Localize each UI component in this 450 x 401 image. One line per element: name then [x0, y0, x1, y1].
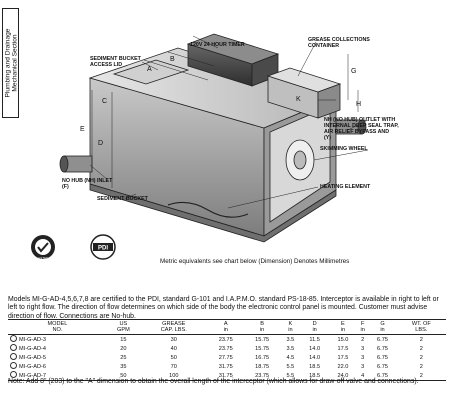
table-cell: 5.5: [280, 371, 300, 381]
model-number: MI-G-AD-7: [19, 373, 47, 379]
dim-b: B: [170, 56, 175, 63]
table-row[interactable]: [8, 335, 446, 345]
table-cell: 18.5: [300, 371, 328, 381]
callout-skimming-wheel: SKIMMING WHEEL: [320, 146, 368, 152]
th-model: MODEL NO.: [8, 320, 107, 335]
table-cell: 15.0: [337, 336, 349, 343]
th-weight: WT. OF LBS.: [397, 320, 446, 335]
listed-seal-icon: [30, 234, 56, 260]
model-cell: [8, 353, 107, 362]
table-cell: 23.75: [218, 336, 233, 343]
table-cell: 3.5: [286, 336, 295, 343]
table-row[interactable]: [8, 353, 446, 362]
section-tab-line1: Plumbing and Drainage: [4, 28, 11, 98]
model-number: MI-G-AD-5: [19, 355, 47, 361]
dim-d: D: [98, 140, 104, 147]
table-cell: 2: [419, 336, 423, 343]
table-cell: 15: [120, 336, 127, 343]
table-cell: 31.75: [208, 371, 244, 381]
callout-heating-element: HEATING ELEMENT: [320, 184, 371, 190]
callout-inlet: NO HUB (NH) INLET (F): [62, 178, 113, 190]
th-grease: GREASE CAP. LBS.: [140, 320, 208, 335]
table-cell: 25: [120, 354, 127, 361]
table-cell: 50: [107, 371, 140, 381]
table-cell: 18.5: [309, 363, 321, 370]
table-cell: 22.0: [337, 363, 349, 370]
model-select-radio[interactable]: [10, 353, 17, 360]
table-cell: 11.5: [309, 336, 320, 343]
model-select-radio[interactable]: [10, 335, 17, 342]
model-cell: [8, 335, 107, 345]
table-cell: 2: [419, 345, 423, 352]
table-cell: 50: [170, 354, 177, 361]
model-number: MI-G-AD-4: [19, 346, 47, 352]
section-tab: [2, 8, 19, 118]
table-cell: 2: [419, 363, 423, 370]
section-tab-line2: Mechanical Section: [11, 34, 18, 92]
table-cell: 17.5: [337, 345, 349, 352]
model-number: MI-G-AD-6: [19, 364, 47, 370]
table-cell: 6.75: [377, 354, 388, 361]
table-cell: 70: [170, 363, 177, 370]
table-row[interactable]: [8, 362, 446, 371]
model-select-radio[interactable]: [10, 371, 17, 378]
table-cell: 2: [419, 354, 423, 361]
svg-text:LISTED: LISTED: [37, 256, 49, 260]
dim-k: K: [296, 96, 301, 103]
spec-table-body: [8, 335, 446, 381]
dim-a: A: [147, 66, 152, 73]
dim-e: E: [80, 126, 85, 133]
table-cell: 30: [170, 336, 177, 343]
table-cell: 27.75: [218, 354, 233, 361]
table-cell: 23.75: [244, 371, 280, 381]
model-cell: [8, 362, 107, 371]
table-cell: 6.75: [377, 345, 388, 352]
footnote: Note: Add 8" (203) to the "A" dimension to obtain the overall length of the interceptor (which allows for draw-off valve and connections).: [8, 378, 419, 385]
th-f: F in: [357, 320, 368, 335]
table-cell: 24.0: [329, 371, 357, 381]
model-select-radio[interactable]: [10, 362, 17, 369]
metric-note: Metric equivalents see chart below (Dimension) Denotes Millimetres: [160, 258, 350, 265]
th-k: K in: [280, 320, 300, 335]
svg-text:PDI: PDI: [97, 245, 109, 252]
table-header-row: [8, 320, 446, 335]
dim-g: G: [351, 68, 357, 75]
table-cell: 31.75: [218, 363, 233, 370]
table-cell: 100: [140, 371, 208, 381]
table-cell: 2: [397, 371, 446, 381]
table-cell: 14.0: [309, 345, 321, 352]
table-cell: 40: [170, 345, 177, 352]
callout-sediment-lid: SEDIMENT BUCKET ACCESS LID: [90, 56, 141, 68]
certification-paragraph: Models MI-G-AD-4,5,6,7,8 are certified to the PDI, standard G-101 and I.A.P.M.O. standard PS-18-85. Interceptor is available in right to left or left to right flow. The direction of flow determines on which side of the body the electronic control panel is mounted. Customer must advise direction of flow. Connections are No-hub.: [8, 296, 439, 320]
table-cell: 5.5: [286, 363, 295, 370]
table-cell: 23.75: [218, 345, 233, 352]
table-cell: 2: [361, 336, 365, 343]
callout-timer: 120V 24 HOUR TIMER: [190, 42, 245, 48]
th-a: A in: [208, 320, 244, 335]
table-cell: 20: [120, 345, 127, 352]
th-gpm: US GPM: [107, 320, 140, 335]
pdi-seal-icon: [88, 234, 118, 260]
table-row[interactable]: [8, 344, 446, 353]
table-cell: 15.75: [255, 345, 270, 352]
table-cell: 16.75: [255, 354, 270, 361]
table-cell: 3: [361, 345, 365, 352]
model-select-radio[interactable]: [10, 344, 17, 351]
table-cell: 3: [361, 363, 365, 370]
th-e: E in: [329, 320, 357, 335]
th-d: D in: [300, 320, 328, 335]
table-cell: 6.75: [377, 336, 388, 343]
table-cell: 4.5: [286, 354, 295, 361]
model-number: MI-G-AD-3: [19, 337, 47, 343]
dim-c: C: [102, 98, 108, 105]
table-cell: 6.75: [368, 371, 396, 381]
th-b: B in: [244, 320, 280, 335]
callout-grease-container: GREASE COLLECTIONS CONTAINER: [308, 37, 370, 49]
table-cell: 4: [357, 371, 368, 381]
table-cell: 3.5: [286, 345, 295, 352]
spec-table: [8, 319, 446, 381]
th-g: G in: [368, 320, 396, 335]
table-cell: 18.75: [255, 363, 270, 370]
callout-sediment-bucket: SEDIMENT BUCKET: [97, 196, 148, 202]
table-cell: 3: [361, 354, 365, 361]
table-cell: 35: [120, 363, 127, 370]
table-cell: 17.5: [337, 354, 349, 361]
model-cell: [8, 344, 107, 353]
table-cell: 6.75: [377, 363, 388, 370]
dim-h: H: [356, 101, 362, 108]
table-cell: 14.0: [309, 354, 321, 361]
table-cell: 15.75: [255, 336, 270, 343]
callout-outlet: NH (NO HUB) OUTLET WITH INTERNAL DEEP SEAL TRAP, AIR RELIEF BYPASS AND (Y): [324, 117, 399, 141]
